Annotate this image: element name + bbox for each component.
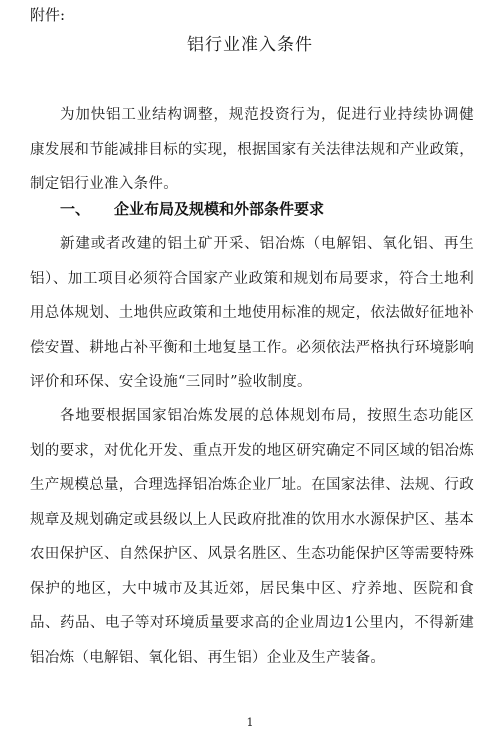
section-heading bbox=[60, 199, 324, 219]
attachment-label: 附件: bbox=[30, 6, 66, 24]
intro-paragraph: 为加快铝工业结构调整，规范投资行为，促进行业持续协调健康发展和节能减排目标的实现，根据国家有关法律法规和产业政策，制定铝行业准入条件。 bbox=[30, 107, 474, 192]
section-title: 企业布局及规模和外部条件要求 bbox=[114, 200, 325, 218]
section-number: 一、 bbox=[60, 200, 91, 218]
body-paragraph: 新建或者改建的铝土矿开采、铝冶炼（电解铝、氧化铝、再生铝）、加工项目必须符合国家产业政策和规划布局要求，符合土地利用总体规划、土地供应政策和土地使用标准的规定，依法做好征地补偿安置、耕地占补平衡和土地复垦工作。必须依法严格执行环境影响评价和环保、安全设施“三同时”验收制度。 bbox=[30, 236, 474, 390]
document-title: 铝行业准入条件 bbox=[187, 35, 313, 55]
body-paragraph: 各地要根据国家铝冶炼发展的总体规划布局，按照生态功能区划的要求，对优化开发、重点开发的地区研究确定不同区域的铝冶炼生产规模总量，合理选择铝冶炼企业厂址。在国家法律、法规、行政规章及规划确定或县级以上人民政府批准的饮用水水源保护区、基本农田保护区、自然保护区、风景名胜区、生态功能保护区等需要特殊保护的地区，大中城市及其近郊，居民集中区、疗养地、医院和食品、药品、电子等对环境质量要求高的企业周边1公里内，不得新建铝冶炼（电解铝、氧化铝、再生铝）企业及生产装备。 bbox=[30, 408, 474, 666]
page-number: 1 bbox=[246, 716, 254, 729]
